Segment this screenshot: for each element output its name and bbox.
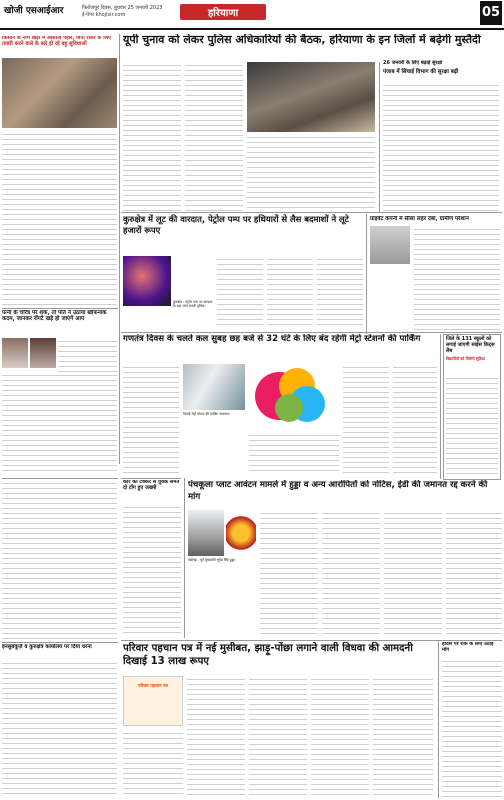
wife-headline: पत्नी के चरित्र पर शक, तो पति ने उठाया खौफनाक कदम, जानकर रोंगटे खड़े हो जाएंगे आप xyxy=(2,310,107,323)
column-rule xyxy=(379,62,380,212)
main-top-body-3 xyxy=(247,134,375,212)
family-body-2 xyxy=(187,676,245,798)
wife-story xyxy=(2,310,117,475)
family-body-1 xyxy=(123,730,183,798)
main-top-body-1 xyxy=(123,62,181,212)
fire-story xyxy=(370,216,500,331)
panchkula-body-2 xyxy=(322,510,380,638)
person-photo-2 xyxy=(30,338,56,368)
panchkula-body-1 xyxy=(260,510,318,638)
kurukshetra-story xyxy=(123,214,363,329)
wife-body-2 xyxy=(2,372,117,475)
left-top-story xyxy=(2,36,117,306)
left-top-headline: किसान के नाम खेड़ा में अस्तित्व पहल, बिना रोलर के लिए तयारी करने वाले के बारे हो रहे बहु सुविधाओं xyxy=(2,36,111,47)
right-box-story xyxy=(443,334,501,480)
kurukshetra-caption: कुरुक्षेत्र : पेट्रोल पम्प पर वारदात के बाद जांच करती पुलिस। xyxy=(173,300,213,309)
kurukshetra-body-1 xyxy=(217,256,263,328)
row-rule xyxy=(2,308,118,309)
panchkula-body-3 xyxy=(384,510,442,638)
meeting-photo xyxy=(247,62,375,132)
section-title: हरियाणा xyxy=(180,4,266,20)
side-top-body xyxy=(383,82,499,212)
right-box-body xyxy=(446,375,498,477)
family-body-3 xyxy=(249,676,307,798)
metro-body-4 xyxy=(393,364,437,474)
hooda-photo xyxy=(188,510,224,556)
main-top-story xyxy=(123,34,499,219)
left-top-body xyxy=(2,131,117,306)
masthead-date: फिरोजपुर दिवस, बुधवार 25 जनवरी 2023 xyxy=(82,5,163,11)
masthead-site: ई-पेपर khojisir.com xyxy=(82,12,126,18)
fire-photo xyxy=(370,226,410,264)
panchkula-body-4 xyxy=(446,510,502,638)
car-story xyxy=(123,480,181,635)
row-rule xyxy=(121,332,502,333)
row-rule xyxy=(121,478,181,479)
panchkula-caption: चंडीगढ़ : पूर्व मुख्यमंत्री भूपेंद्र सिंह हुड्डा। xyxy=(188,558,236,562)
ed-logo-photo xyxy=(226,510,256,556)
column-rule xyxy=(440,334,441,479)
row-rule xyxy=(121,212,502,213)
right-box-sub: विद्यार्थियों को मिलेगी सुविधा xyxy=(446,356,485,362)
fire-headline: प्राइवेट कंपनी में सीसा लहर दबा, ग्रामीण परेशान xyxy=(370,216,469,222)
column-rule xyxy=(184,478,185,638)
family-id-photo xyxy=(123,676,183,726)
metro-body-3 xyxy=(343,364,389,474)
kurukshetra-body-2 xyxy=(267,256,313,328)
metro-caption: दिल्ली मेट्रो स्टेशन की पार्किंग व्यवस्था। xyxy=(183,412,230,416)
kurukshetra-body-3 xyxy=(317,256,363,328)
family-id-label: परिवार पहचान पत्र xyxy=(138,684,168,689)
left-bottom-story xyxy=(2,480,117,640)
main-top-body-2 xyxy=(185,62,243,212)
side-top-headline: पंजाब में सिंचाई विभाग की सुरक्षा बढ़ी xyxy=(383,68,459,75)
person-photo-1 xyxy=(2,338,28,368)
car-headline: कार की टक्कर से युवक समेत दो टोंग हुए जख्मी xyxy=(123,480,180,491)
colorful-logo-icon xyxy=(249,364,339,428)
masthead xyxy=(0,0,504,30)
metro-logo-graphic xyxy=(249,364,339,428)
panchkula-story xyxy=(188,480,502,640)
main-top-headline: यूपी चुनाव को लेकर पुलिस अधिकारियों की बैठक, हरियाणा के इन जिलों में बढ़ेगी मुस्तैदी xyxy=(123,34,481,46)
side-top-sub: 26 जनवरी के लिए बढ़ाई सुरक्षा xyxy=(383,60,443,66)
family-story xyxy=(123,642,435,798)
row-rule xyxy=(121,640,502,641)
family-body-5 xyxy=(373,676,433,798)
column-rule xyxy=(366,214,367,334)
car-body xyxy=(123,504,181,634)
column-rule xyxy=(119,34,120,464)
metro-headline: गणतंत्र दिवस के चलते कल सुबह छह बजे से 32 घंटे के लिए बंद रहेगी मेट्रो स्टेशनों की पार्किंग xyxy=(123,334,421,344)
family-headline: परिवार पहचान पत्र में नई मुसीबत, झाड़ू-पोंछा लगाने वाली विधवा की आमदनी दिखाई 13 लाख रूपए xyxy=(123,643,413,667)
right-mid-headline: हादसे पर रोक के लिए उठाई मांग xyxy=(442,642,494,653)
kurukshetra-headline: कुरुक्षेत्र में लूट की वारदात, पेट्रोल पम्प पर हथियारों से लैस बदमाशों ने लूटे हजारों रूपए xyxy=(123,214,349,235)
fire-body xyxy=(414,226,500,330)
metro-body-2 xyxy=(249,432,339,474)
left-bottom-body xyxy=(2,480,117,640)
crowd-photo xyxy=(2,58,117,128)
robbery-photo xyxy=(123,256,171,306)
row-rule xyxy=(2,478,118,479)
right-mid-body xyxy=(442,658,502,798)
page-number: 05 xyxy=(480,1,502,25)
metro-train-photo xyxy=(183,364,245,410)
right-mid-story xyxy=(442,642,502,798)
right-box-headline: जिले के 131 स्कूलों को लगाई जाएगी साइंस किट्स लैब xyxy=(446,336,495,354)
row-rule xyxy=(2,642,118,643)
column-rule xyxy=(438,640,439,798)
bottom-left-story xyxy=(2,644,117,798)
metro-story xyxy=(123,334,437,474)
panchkula-headline: पंचकूला प्लाट आवंटन मामले में हुड्डा व अन्य आरोपितों को नोटिस, ईडी की जमानत रद्द करने की मांग xyxy=(188,480,488,502)
masthead-meta xyxy=(82,5,162,19)
side-top-story xyxy=(383,60,499,212)
family-body-4 xyxy=(311,676,369,798)
bottom-left-body xyxy=(2,660,117,798)
bottom-left-headline: इनसुबकूज़ें व कुरुक्षेत्र कार्यालय पर दिया धरना xyxy=(2,644,92,650)
newspaper-logo: खोजी एसआईआर xyxy=(4,6,64,16)
metro-body-1 xyxy=(123,364,179,474)
